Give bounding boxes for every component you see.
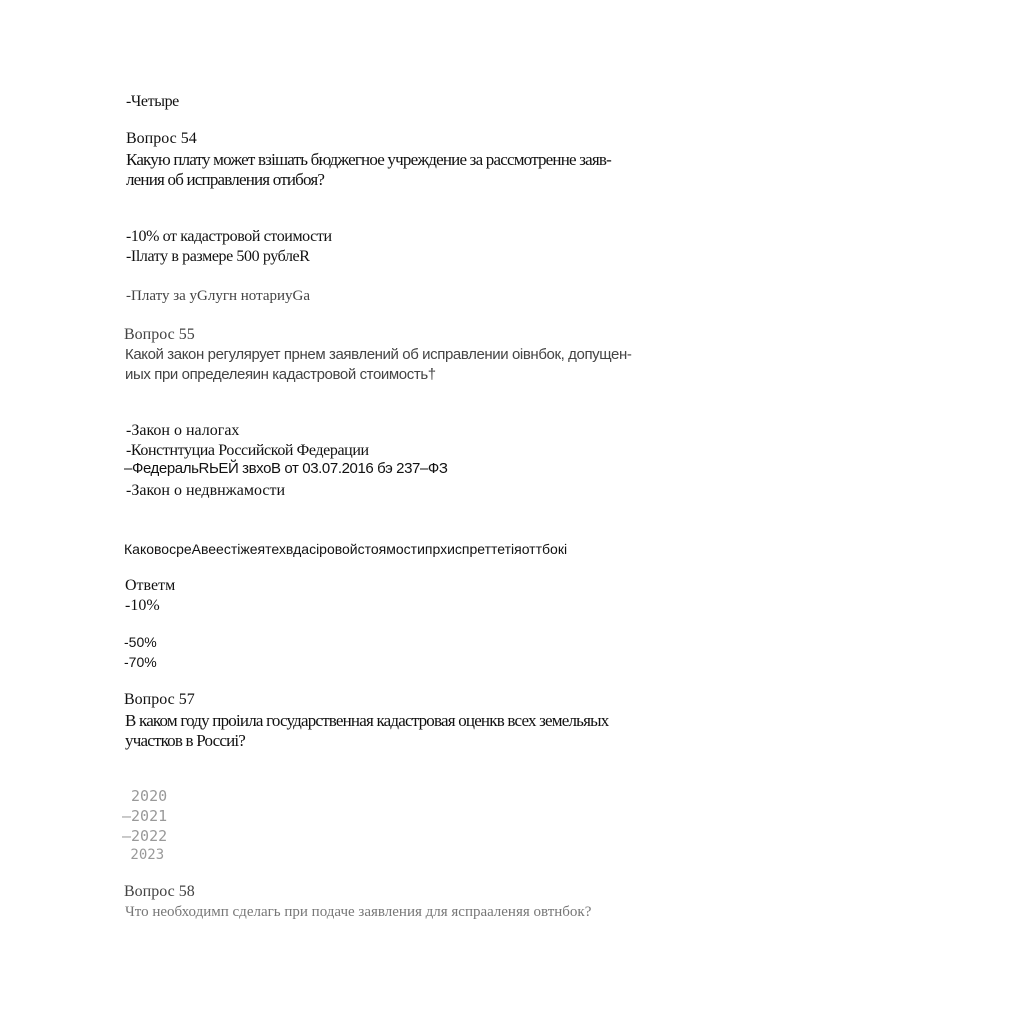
question-text: Какой закон регулярует прнем заявлений об исправлении оівнбок, допущен- [125,346,632,363]
answer-heading: Ответм [125,577,176,594]
answer-option: -Констнтуциа Российской Федерации [126,442,369,459]
answer-option: –2021 [122,807,168,825]
answer-option: -70% [124,654,157,670]
answer-option: -Закон о налогах [126,422,240,439]
question-text: иых при определеяин кадастровой стоимость† [125,366,436,383]
question-text: Что необходимп сделагь при подаче заявления для яспраaленяя овтнбок? [125,904,592,920]
answer-option: -10% от кадастровой стоимости [126,228,332,245]
answer-option: -Закон о недвнжамости [126,482,286,499]
question-text: участков в Россиі? [125,731,246,750]
question-heading: Вопрос 58 [124,883,195,900]
question-text: Какую плату может взішать бюджегное учреждение за рассмотренне заяв- [126,150,611,169]
answer-option: -10% [125,597,160,614]
answer-option: -Ilлату в размере 500 рублеR [126,248,310,265]
answer-option: –2022 [122,827,168,845]
answer-option: -50% [124,634,157,650]
answer-option: –ФедеральRЬЕЙ звхоВ от 03.07.2016 бэ 237–ФЗ [124,460,448,477]
question-heading: Вопрос 55 [124,326,195,343]
question-heading: Вопрос 57 [124,691,195,708]
answer-option: 2020 [122,787,168,805]
question-text: КаковосреАвеестіжеятехвдасіровойстоямостипрхиспреттетіяоттбокі [124,541,568,557]
answer-option: 2023 [122,847,165,863]
question-text: В каком году проіила государственная кадастровая оценкв всех земельяых [125,711,609,730]
question-heading: Вопрос 54 [126,130,197,147]
question-text: ления об исправления отибоя? [126,170,325,189]
answer-option: -Четыре [126,93,179,110]
answer-option: -Плату за уGлугн нотариуGa [126,288,311,304]
